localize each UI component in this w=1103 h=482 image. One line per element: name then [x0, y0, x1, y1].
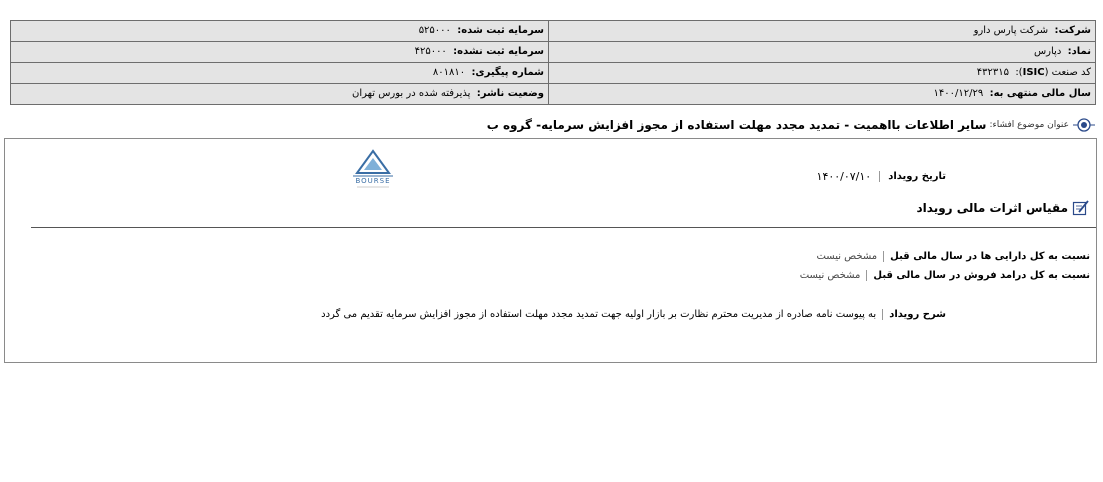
section-divider	[31, 227, 1096, 228]
ratio-value: مشخص نیست	[799, 270, 861, 281]
ratio-label: نسبت به کل دارایی ها در سال مالی قبل	[883, 251, 1090, 262]
tracking-number-value: ۸۰۱۸۱۰	[432, 67, 466, 78]
isic-label: کد صنعت (ISIC):	[1015, 67, 1091, 78]
event-description-row	[321, 309, 946, 320]
company-info-table	[10, 20, 1096, 105]
event-date-value: ۱۴۰۰/۰۷/۱۰	[816, 170, 872, 183]
unregistered-capital-value: ۴۲۵۰۰۰	[414, 46, 447, 57]
symbol-cell	[549, 42, 1096, 63]
isic-cell	[549, 63, 1096, 84]
ratio-value: مشخص نیست	[816, 251, 878, 262]
symbol-label: نماد:	[1067, 46, 1091, 57]
unregistered-capital-cell	[11, 42, 549, 63]
event-date-row	[817, 170, 946, 183]
info-row	[11, 63, 1096, 84]
company-value: شرکت پارس دارو	[973, 25, 1049, 36]
fiscal-year-label: سال مالی منتهی به:	[989, 88, 1091, 99]
info-row	[11, 21, 1096, 42]
ratio-row-assets	[816, 251, 1090, 262]
tracking-number-cell	[11, 63, 549, 84]
unregistered-capital-label: سرمایه ثبت نشده:	[453, 46, 544, 57]
subject-prefix: عنوان موضوع افشاء:	[989, 120, 1069, 130]
registered-capital-cell	[11, 21, 549, 42]
financial-impact-title	[917, 199, 1090, 217]
ratio-label: نسبت به کل درامد فروش در سال مالی قبل	[866, 270, 1090, 281]
company-cell	[549, 21, 1096, 42]
subject-title: سایر اطلاعات بااهمیت - تمدید مجدد مهلت استفاده از مجوز افزایش سرمایه- گروه ب	[486, 118, 987, 132]
info-row	[11, 42, 1096, 63]
info-row	[11, 84, 1096, 105]
publisher-status-value: پذیرفته شده در بورس تهران	[352, 88, 471, 99]
company-label: شرکت:	[1054, 25, 1091, 36]
disclosure-subject	[487, 115, 1095, 135]
fiscal-year-cell	[549, 84, 1096, 105]
isic-value: ۴۳۲۳۱۵	[976, 67, 1009, 78]
tracking-number-label: شماره پیگیری:	[471, 67, 544, 78]
symbol-value: دپارس	[1033, 46, 1062, 57]
ratio-row-revenue	[800, 270, 1090, 281]
fiscal-year-value: ۱۴۰۰/۱۲/۲۹	[933, 88, 984, 99]
publisher-status-cell	[11, 84, 549, 105]
registered-capital-label: سرمایه ثبت شده:	[457, 25, 544, 36]
financial-impact-title-text: مقیاس اثرات مالی رویداد	[916, 201, 1068, 215]
bourse-logo	[347, 149, 399, 189]
event-panel	[4, 138, 1097, 363]
edit-icon	[1072, 199, 1090, 217]
logo-text: BOURSE	[355, 177, 391, 185]
event-description-value: به پیوست نامه صادره از مدیریت محترم نظارت بر بازار اولیه جهت تمدید مجدد مهلت استفاده از مجوز افزایش سرمایه تقدیم می گردد	[321, 309, 877, 320]
publisher-status-label: وضعیت ناشر:	[476, 88, 544, 99]
registered-capital-value: ۵۲۵۰۰۰	[418, 25, 451, 36]
event-description-label: شرح رویداد	[882, 309, 946, 320]
event-date-label: تاریخ رویداد	[879, 171, 946, 182]
target-icon	[1073, 116, 1095, 134]
